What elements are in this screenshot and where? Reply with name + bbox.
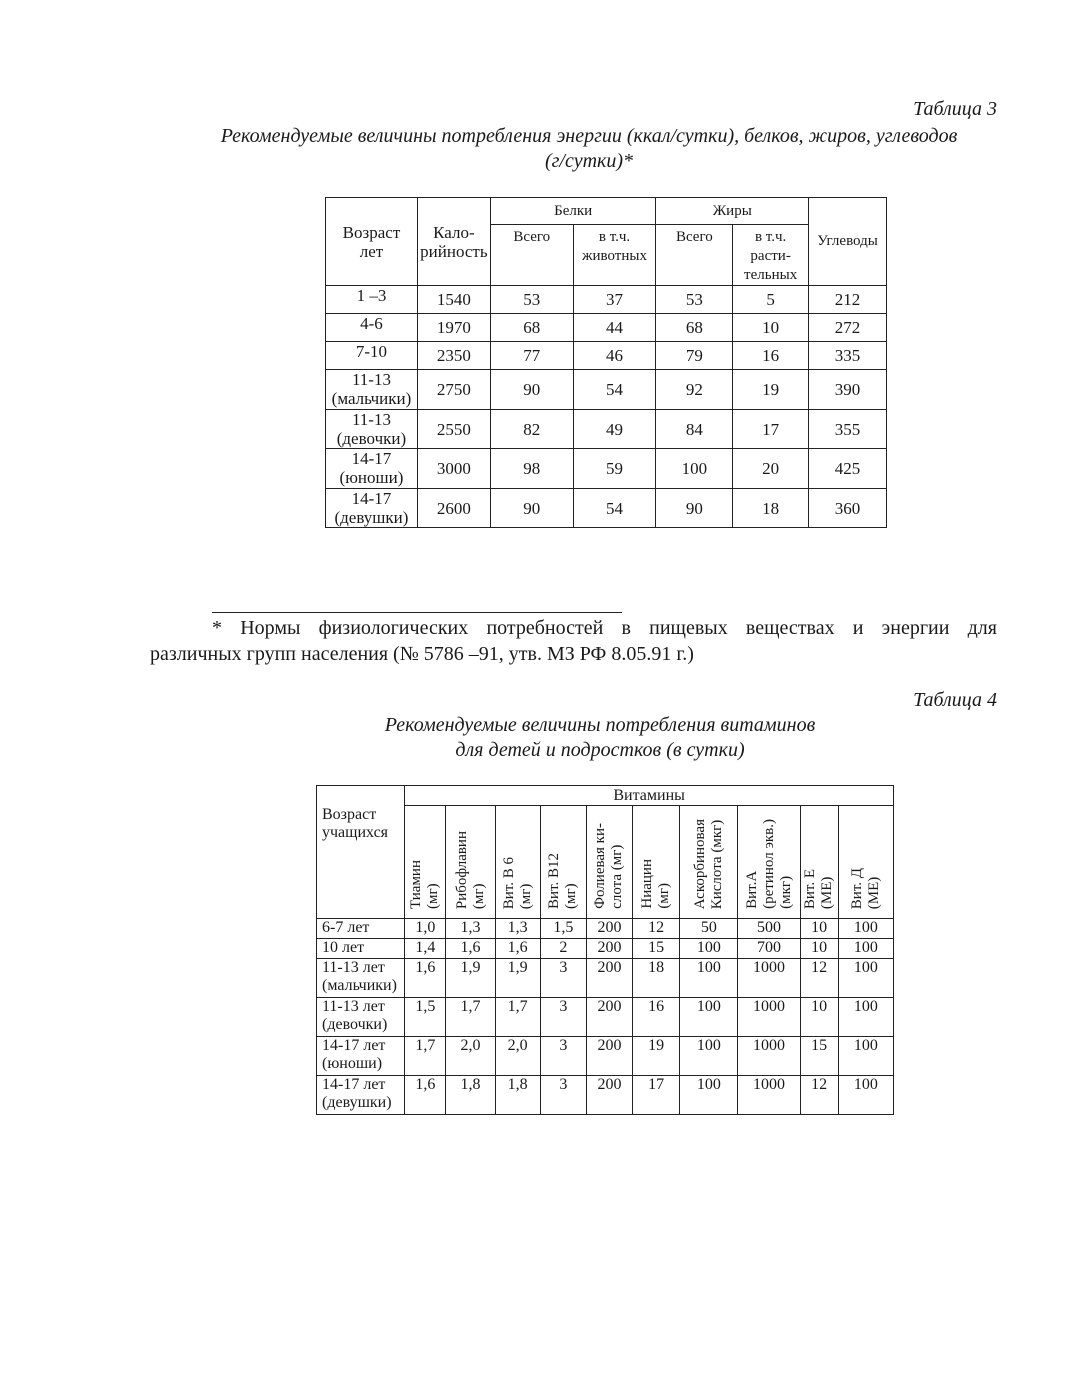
vitamin-value-cell: 12 — [633, 919, 680, 939]
vitamin-value-cell: 12 — [800, 959, 838, 998]
value-cell-pa: 59 — [573, 449, 656, 489]
age-cell: 4-6 — [326, 314, 418, 342]
value-cell-f: 53 — [656, 286, 733, 314]
table4-title — [300, 713, 900, 763]
value-cell-fv: 16 — [733, 342, 809, 370]
value-cell-fv: 10 — [733, 314, 809, 342]
vitamin-value-cell: 1,7 — [405, 1037, 446, 1076]
header-proteins-total: Всего — [490, 225, 573, 286]
vitamin-value-cell: 1,4 — [405, 939, 446, 959]
vitamin-column-header: Вит. В 6 (мг) — [495, 806, 540, 919]
value-cell-cal: 1540 — [417, 286, 490, 314]
table-row — [326, 370, 887, 410]
header-fats-total: Всего — [656, 225, 733, 286]
vitamin-value-cell: 1,9 — [446, 959, 495, 998]
vitamin-value-cell: 500 — [738, 919, 800, 939]
vitamin-value-cell: 1,3 — [446, 919, 495, 939]
value-cell-pa: 46 — [573, 342, 656, 370]
vitamin-value-cell: 17 — [633, 1076, 680, 1115]
vitamin-value-cell: 18 — [633, 959, 680, 998]
footnote-line2: различных групп населения (№ 5786 –91, утв. МЗ РФ 8.05.91 г.) — [150, 643, 694, 665]
vitamin-column-header: Вит. Е (МЕ) — [800, 806, 838, 919]
value-cell-f: 100 — [656, 449, 733, 489]
value-cell-pa: 37 — [573, 286, 656, 314]
vitamin-value-cell: 200 — [586, 959, 632, 998]
value-cell-cal: 2550 — [417, 410, 490, 449]
footnote-line1: * Нормы физиологических потребностей в пищевых веществах и энергии для — [212, 617, 997, 639]
vitamin-value-cell: 3 — [540, 998, 586, 1037]
value-cell-c: 272 — [809, 314, 887, 342]
table-row — [326, 342, 887, 370]
vitamin-value-cell: 2,0 — [446, 1037, 495, 1076]
vitamin-value-cell: 100 — [680, 939, 738, 959]
vitamin-value-cell: 100 — [838, 959, 893, 998]
table-row — [326, 410, 887, 449]
vitamin-column-header: Рибофлавин (мг) — [446, 806, 495, 919]
vitamin-value-cell: 3 — [540, 1076, 586, 1115]
age-cell: 6-7 лет — [317, 919, 405, 939]
vitamin-value-cell: 100 — [838, 1037, 893, 1076]
value-cell-c: 425 — [809, 449, 887, 489]
vitamin-value-cell: 100 — [838, 1076, 893, 1115]
vitamin-value-cell: 200 — [586, 1037, 632, 1076]
age-cell: 7-10 — [326, 342, 418, 370]
age-cell: 11-13 лет (девочки) — [317, 998, 405, 1037]
value-cell-cal: 2600 — [417, 489, 490, 528]
value-cell-pa: 49 — [573, 410, 656, 449]
table3-title-line1: Рекомендуемые величины потребления энергии (ккал/сутки), белков, жиров, углеводов — [220, 125, 958, 147]
header-proteins-animal: в т.ч. животных — [573, 225, 656, 286]
header-vitamins: Витамины — [405, 786, 894, 806]
value-cell-f: 90 — [656, 489, 733, 528]
vitamin-value-cell: 100 — [680, 1037, 738, 1076]
table-row — [326, 286, 887, 314]
vitamin-value-cell: 1,5 — [540, 919, 586, 939]
vitamin-column-header: Тиамин (мг) — [405, 806, 446, 919]
vitamin-column-header: Вит. В12 (мг) — [540, 806, 586, 919]
vitamin-value-cell: 50 — [680, 919, 738, 939]
vitamin-value-cell: 200 — [586, 1076, 632, 1115]
vitamin-column-header: Аскорбиновая Кислота (мкг) — [680, 806, 738, 919]
vitamin-value-cell: 200 — [586, 998, 632, 1037]
value-cell-f: 92 — [656, 370, 733, 410]
header-age: Возраст лет — [326, 198, 418, 286]
vitamin-value-cell: 1000 — [738, 959, 800, 998]
vitamin-value-cell: 1,3 — [495, 919, 540, 939]
value-cell-p: 82 — [490, 410, 573, 449]
vitamin-value-cell: 10 — [800, 998, 838, 1037]
table3-title — [180, 124, 998, 174]
vitamin-value-cell: 2,0 — [495, 1037, 540, 1076]
value-cell-p: 53 — [490, 286, 573, 314]
footnote-divider — [212, 612, 622, 613]
vitamin-value-cell: 1,6 — [405, 1076, 446, 1115]
table3-label: Таблица 3 — [913, 98, 997, 120]
value-cell-p: 68 — [490, 314, 573, 342]
vitamin-value-cell: 1,5 — [405, 998, 446, 1037]
value-cell-f: 68 — [656, 314, 733, 342]
table3-title-line2: (г/сутки)* — [544, 150, 634, 172]
table4-title-line2: для детей и подростков (в сутки) — [455, 739, 745, 761]
vitamin-value-cell: 19 — [633, 1037, 680, 1076]
vitamin-value-cell: 100 — [680, 998, 738, 1037]
value-cell-fv: 20 — [733, 449, 809, 489]
header-carbs: Углеводы — [809, 198, 887, 286]
vitamin-value-cell: 1000 — [738, 1076, 800, 1115]
value-cell-cal: 3000 — [417, 449, 490, 489]
vitamin-value-cell: 10 — [800, 919, 838, 939]
value-cell-pa: 54 — [573, 370, 656, 410]
vitamin-value-cell: 15 — [800, 1037, 838, 1076]
value-cell-fv: 17 — [733, 410, 809, 449]
value-cell-fv: 19 — [733, 370, 809, 410]
value-cell-c: 335 — [809, 342, 887, 370]
value-cell-f: 84 — [656, 410, 733, 449]
vitamin-value-cell: 100 — [680, 959, 738, 998]
value-cell-p: 98 — [490, 449, 573, 489]
vitamin-value-cell: 1,8 — [446, 1076, 495, 1115]
vitamin-value-cell: 1,6 — [405, 959, 446, 998]
vitamin-column-header: Фолиевая ки- слота (мг) — [586, 806, 632, 919]
table-row — [317, 1037, 894, 1076]
age-cell: 14-17 лет (девушки) — [317, 1076, 405, 1115]
value-cell-pa: 54 — [573, 489, 656, 528]
table-row — [317, 998, 894, 1037]
table4-label: Таблица 4 — [913, 689, 997, 711]
vitamin-value-cell: 100 — [838, 939, 893, 959]
value-cell-cal: 1970 — [417, 314, 490, 342]
table-row — [317, 959, 894, 998]
vitamin-value-cell: 16 — [633, 998, 680, 1037]
table-row — [317, 939, 894, 959]
vitamin-value-cell: 1,7 — [446, 998, 495, 1037]
table-row — [317, 919, 894, 939]
vitamin-value-cell: 1,8 — [495, 1076, 540, 1115]
vitamin-column-header: Ниацин (мг) — [633, 806, 680, 919]
energy-table — [325, 197, 887, 528]
value-cell-p: 90 — [490, 370, 573, 410]
age-cell: 1 –3 — [326, 286, 418, 314]
value-cell-f: 79 — [656, 342, 733, 370]
vitamin-column-header: Вит.А (ретинол экв.) (мкг) — [738, 806, 800, 919]
header-student-age: Возраст учащихся — [317, 786, 405, 919]
vitamin-value-cell: 200 — [586, 939, 632, 959]
vitamin-column-header: Вит. Д (МЕ) — [838, 806, 893, 919]
value-cell-c: 212 — [809, 286, 887, 314]
vitamins-table — [316, 785, 894, 1115]
vitamin-value-cell: 15 — [633, 939, 680, 959]
table-row — [326, 314, 887, 342]
vitamin-value-cell: 1000 — [738, 998, 800, 1037]
table4-title-line1: Рекомендуемые величины потребления витаминов — [384, 714, 816, 736]
age-cell: 14-17 (девушки) — [326, 489, 418, 528]
value-cell-c: 360 — [809, 489, 887, 528]
header-calories: Кало- рийность — [417, 198, 490, 286]
vitamin-value-cell: 3 — [540, 1037, 586, 1076]
vitamin-value-cell: 2 — [540, 939, 586, 959]
vitamin-value-cell: 3 — [540, 959, 586, 998]
vitamin-value-cell: 1,0 — [405, 919, 446, 939]
value-cell-c: 390 — [809, 370, 887, 410]
vitamin-value-cell: 100 — [838, 919, 893, 939]
table-row — [326, 449, 887, 489]
value-cell-c: 355 — [809, 410, 887, 449]
vitamin-value-cell: 1,6 — [495, 939, 540, 959]
age-cell: 11-13 (девочки) — [326, 410, 418, 449]
vitamin-value-cell: 1,6 — [446, 939, 495, 959]
age-cell: 11-13 (мальчики) — [326, 370, 418, 410]
vitamin-value-cell: 12 — [800, 1076, 838, 1115]
header-fats: Жиры — [656, 198, 809, 225]
value-cell-p: 77 — [490, 342, 573, 370]
age-cell: 14-17 (юноши) — [326, 449, 418, 489]
age-cell: 11-13 лет (мальчики) — [317, 959, 405, 998]
value-cell-cal: 2350 — [417, 342, 490, 370]
vitamin-value-cell: 1,7 — [495, 998, 540, 1037]
vitamin-value-cell: 200 — [586, 919, 632, 939]
header-proteins: Белки — [490, 198, 656, 225]
vitamin-value-cell: 10 — [800, 939, 838, 959]
vitamin-value-cell: 1000 — [738, 1037, 800, 1076]
value-cell-fv: 18 — [733, 489, 809, 528]
value-cell-pa: 44 — [573, 314, 656, 342]
vitamin-value-cell: 1,9 — [495, 959, 540, 998]
value-cell-cal: 2750 — [417, 370, 490, 410]
vitamin-value-cell: 100 — [838, 998, 893, 1037]
age-cell: 10 лет — [317, 939, 405, 959]
table-row — [326, 489, 887, 528]
vitamin-value-cell: 700 — [738, 939, 800, 959]
value-cell-fv: 5 — [733, 286, 809, 314]
header-fats-vegetable: в т.ч. расти- тельных — [733, 225, 809, 286]
vitamin-value-cell: 100 — [680, 1076, 738, 1115]
table-row — [317, 1076, 894, 1115]
age-cell: 14-17 лет (юноши) — [317, 1037, 405, 1076]
value-cell-p: 90 — [490, 489, 573, 528]
